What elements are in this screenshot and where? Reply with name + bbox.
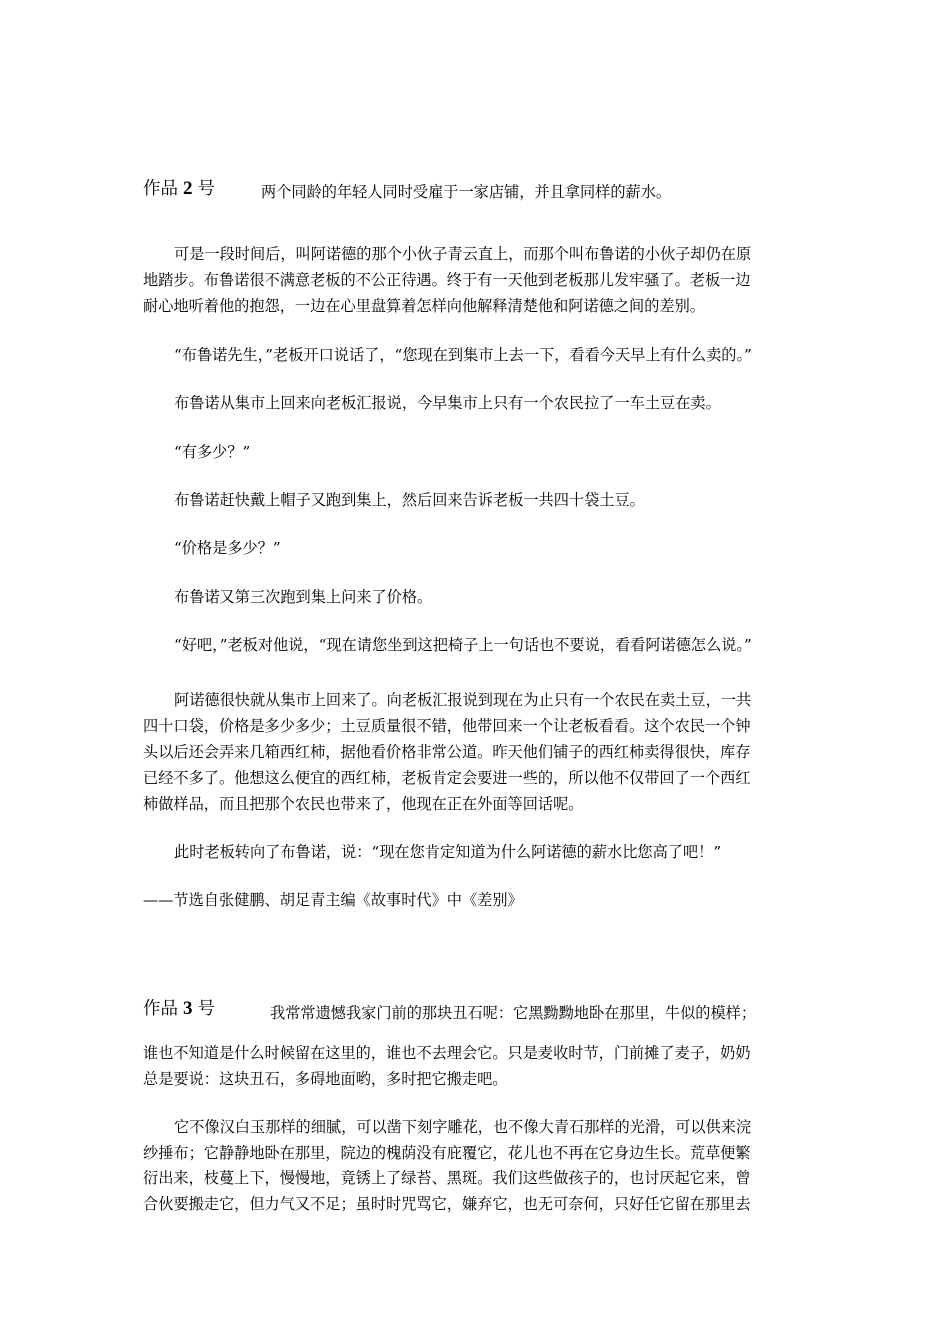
paragraph: “有多少？” xyxy=(174,443,251,461)
paragraph-line: 它不像汉白玉那样的细腻，可以凿下刻字雕花，也不像大青石那样的光滑，可以供来浣 xyxy=(174,1118,752,1136)
heading-suffix: 号 xyxy=(197,179,215,199)
work-2-heading xyxy=(143,177,215,201)
paragraph-line: 纱捶布；它静静地卧在那里，院边的槐荫没有庇覆它，花儿也不再在它身边生长。荒草便繁 xyxy=(143,1144,751,1162)
work-3-heading xyxy=(143,997,215,1021)
work-3-opening: 我常常遗憾我家门前的那块丑石呢：它黑黝黝地卧在那里，牛似的模样； xyxy=(270,1004,756,1022)
heading-prefix: 作品 xyxy=(143,999,178,1019)
paragraph: “价格是多少？” xyxy=(174,539,281,557)
paragraph-line: 地踏步。布鲁诺很不满意老板的不公正待遇。终于有一天他到老板那儿发牢骚了。老板一边 xyxy=(143,271,751,289)
paragraph: “好吧，”老板对他说，“现在请您坐到这把椅子上一句话也不要说，看看阿诺德怎么说。” xyxy=(174,636,752,654)
paragraph-line: 耐心地听着他的抱怨，一边在心里盘算着怎样向他解释清楚他和阿诺德之间的差别。 xyxy=(143,297,705,315)
paragraph-line: 四十口袋，价格是多少多少；土豆质量很不错，他带回来一个让老板看看。这个农民一个钟 xyxy=(143,717,751,735)
paragraph-line: 可是一段时间后，叫阿诺德的那个小伙子青云直上，而那个叫布鲁诺的小伙子却仍在原 xyxy=(174,245,752,263)
paragraph-line: 已经不多了。他想这么便宜的西红柿，老板肯定会要进一些的，所以他不仅带回了一个西红 xyxy=(143,769,751,787)
paragraph-line: 谁也不知道是什么时候留在这里的，谁也不去理会它。只是麦收时节，门前摊了麦子，奶奶 xyxy=(143,1044,751,1062)
paragraph-line: 阿诺德很快就从集市上回来了。向老板汇报说到现在为止只有一个农民在卖土豆，一共 xyxy=(174,691,752,709)
work-number: 3 xyxy=(183,998,193,1019)
paragraph-line: 衍出来，枝蔓上下，慢慢地，竟锈上了绿苔、黑斑。我们这些做孩子的，也讨厌起它来，曾 xyxy=(143,1169,751,1187)
paragraph-line: 头以后还会弄来几箱西红柿，据他看价格非常公道。昨天他们铺子的西红柿卖得很快，库存 xyxy=(143,743,751,761)
paragraph: 布鲁诺又第三次跑到集上问来了价格。 xyxy=(174,588,433,606)
paragraph: 布鲁诺从集市上回来向老板汇报说，今早集市上只有一个农民拉了一车土豆在卖。 xyxy=(174,394,721,412)
paragraph: “布鲁诺先生，”老板开口说话了，“您现在到集市上去一下，看看今天早上有什么卖的。” xyxy=(174,346,752,364)
work-number: 2 xyxy=(183,178,193,199)
paragraph-line: 合伙要搬走它，但力气又不足；虽时时咒骂它，嫌弃它，也无可奈何，只好任它留在那里去 xyxy=(143,1195,751,1213)
heading-suffix: 号 xyxy=(197,999,215,1019)
work-2-opening: 两个同龄的年轻人同时受雇于一家店铺，并且拿同样的薪水。 xyxy=(261,183,672,201)
paragraph: 此时老板转向了布鲁诺，说：“现在您肯定知道为什么阿诺德的薪水比您高了吧！” xyxy=(174,843,722,861)
paragraph: 布鲁诺赶快戴上帽子又跑到集上，然后回来告诉老板一共四十袋土豆。 xyxy=(174,491,645,509)
paragraph-line: 柿做样品，而且把那个农民也带来了，他现在正在外面等回话呢。 xyxy=(143,795,584,813)
paragraph-line: 总是要说：这块丑石，多碍地面哟，多时把它搬走吧。 xyxy=(143,1070,508,1088)
heading-prefix: 作品 xyxy=(143,179,178,199)
source-note: ——节选自张健鹏、胡足青主编《故事时代》中《差别》 xyxy=(143,891,523,909)
